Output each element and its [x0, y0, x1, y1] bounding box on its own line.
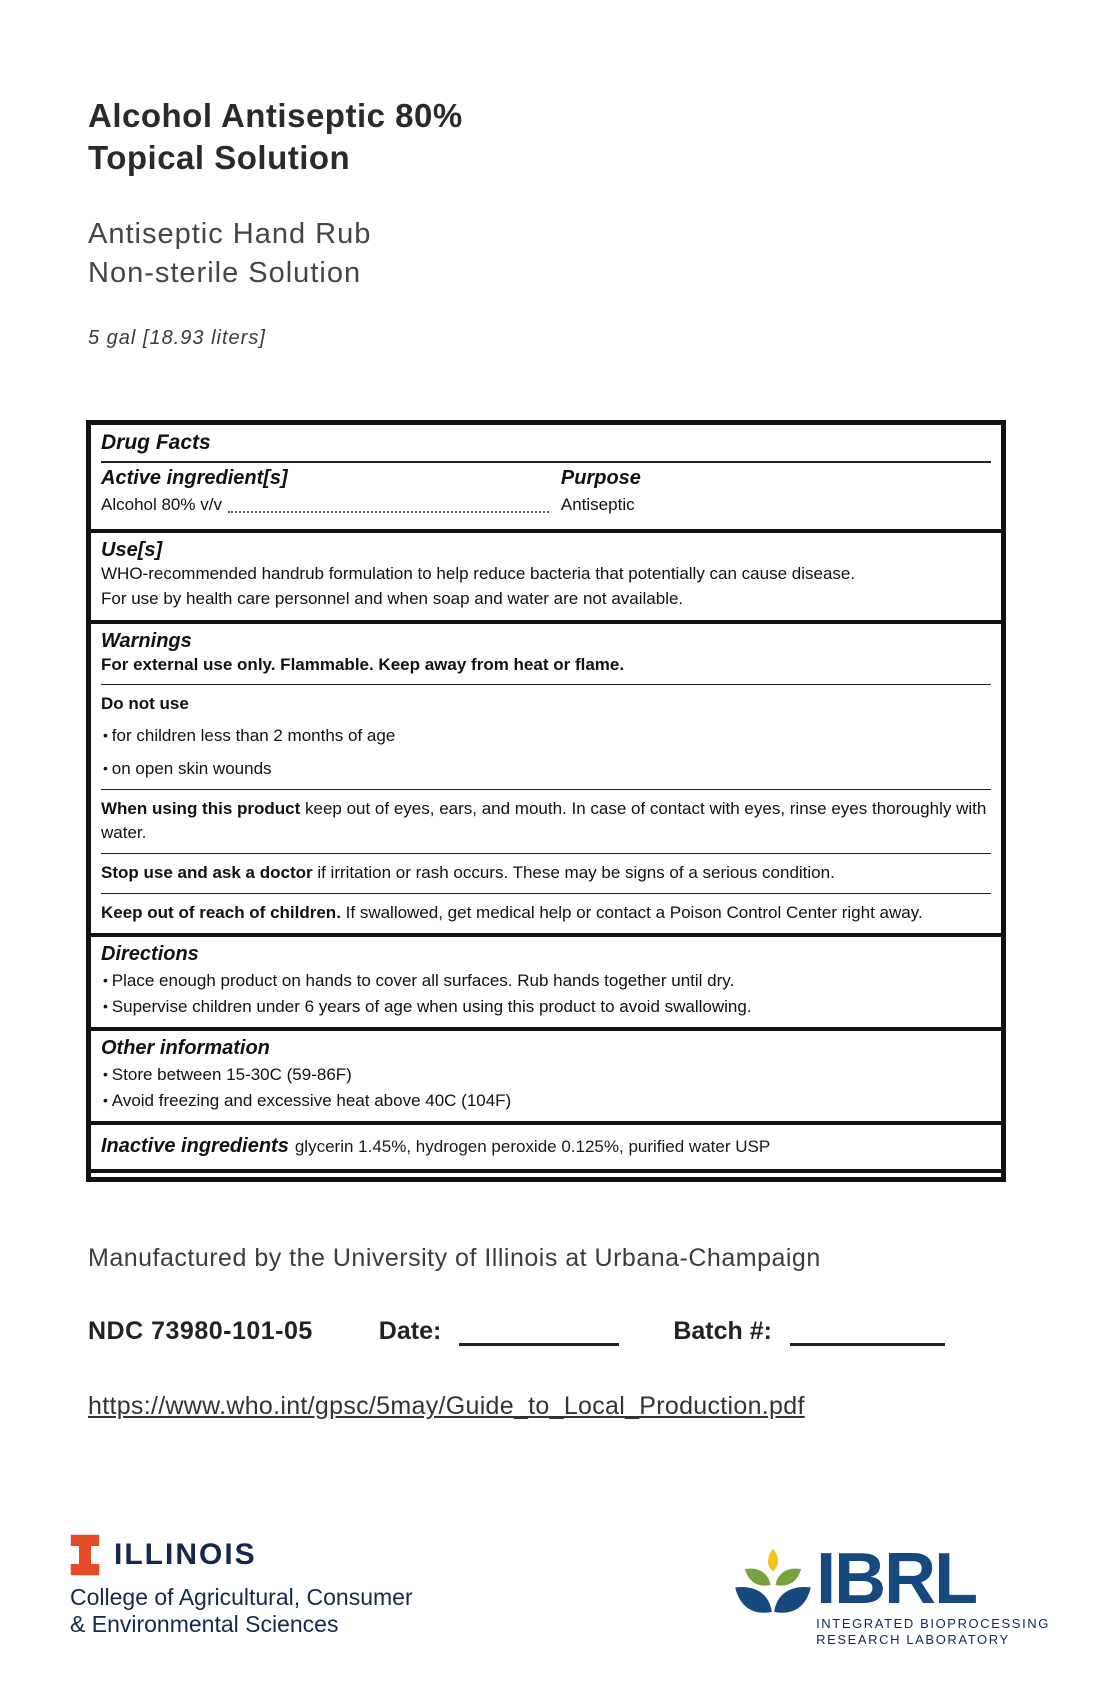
other-information-list — [101, 1062, 991, 1113]
active-ingredient-value-row — [101, 493, 555, 518]
ibrl-logo — [734, 1538, 1050, 1648]
divider — [101, 684, 991, 685]
when-using-rest: keep out of eyes, ears, and mouth. In case of contact with eyes, rinse eyes thoroughly with water. — [101, 798, 987, 843]
product-subtitle-line1: Antiseptic Hand Rub — [88, 218, 372, 251]
warnings-flammable-text: For external use only. Flammable. Keep away from heat or flame. — [101, 654, 625, 674]
keep-out-rest: If swallowed, get medical help or contact a Poison Control Center right away. — [340, 902, 923, 922]
stop-use-rest: if irritation or rash occurs. These may be signs of a serious condition. — [312, 863, 835, 883]
illinois-block-i-icon — [70, 1534, 100, 1576]
illinois-wordmark-row — [70, 1534, 413, 1576]
when-using-bold: When using this product — [101, 798, 301, 818]
uses-line2: For use by health care personnel and when soap and water are not available. — [101, 588, 684, 608]
directions-bullet-1: • Place enough product on hands to cover all surfaces. Rub hands together until dry. — [101, 968, 991, 994]
active-ingredient-header: Active ingredient[s] — [101, 466, 288, 489]
product-header — [0, 0, 1100, 350]
illinois-wordmark: ILLINOIS — [114, 1537, 257, 1571]
product-title — [88, 95, 1100, 179]
do-not-use-bullet-2: • on open skin wounds — [101, 756, 991, 782]
illinois-logo — [70, 1534, 413, 1638]
warnings-title: Warnings — [101, 629, 192, 652]
when-using-paragraph — [101, 797, 991, 846]
keep-out-paragraph — [101, 901, 991, 926]
product-title-line2: Topical Solution — [88, 139, 351, 177]
inactive-ingredients-line — [101, 1131, 991, 1161]
active-ingredient-value: Alcohol 80% v/v — [101, 494, 222, 514]
other-information-section — [91, 1027, 1001, 1121]
who-guide-link[interactable]: https://www.who.int/gpsc/5may/Guide_to_Local_Production.pdf — [88, 1392, 805, 1421]
warnings-flammable — [101, 653, 991, 678]
keep-out-bold: Keep out of reach of children. — [101, 902, 341, 922]
drug-facts-title: Drug Facts — [101, 430, 211, 454]
stop-use-paragraph — [101, 861, 991, 886]
purpose-column — [555, 467, 991, 518]
do-not-use-text: Do not use — [101, 694, 189, 714]
do-not-use-list — [101, 723, 991, 782]
purpose-value: Antiseptic — [560, 494, 635, 514]
batch-fill-in-line — [790, 1320, 945, 1346]
ibrl-subtext-line2: RESEARCH LABORATORY — [816, 1631, 1010, 1647]
uses-line1: WHO-recommended handrub formulation to help reduce bacteria that potentially can cause disease. — [101, 564, 856, 584]
active-ingredient-column — [101, 467, 555, 518]
directions-bullet-2: • Supervise children under 6 years of age when using this product to avoid swallowing. — [101, 994, 991, 1020]
manufactured-by-line: Manufactured by the University of Illinois at Urbana-Champaign — [88, 1244, 821, 1273]
do-not-use-heading — [101, 692, 991, 717]
dotted-leader — [228, 511, 549, 513]
inactive-ingredients-value: glycerin 1.45%, hydrogen peroxide 0.125%, purified water USP — [294, 1137, 771, 1157]
divider — [101, 461, 991, 463]
ibrl-text-block — [816, 1538, 1050, 1648]
warnings-section — [91, 620, 1001, 934]
drug-facts-panel — [86, 420, 1006, 1183]
stop-use-bold: Stop use and ask a doctor — [101, 863, 313, 883]
uses-section — [91, 529, 1001, 619]
drug-facts-header-section — [91, 425, 1001, 530]
net-contents: 5 gal [18.93 liters] — [88, 326, 266, 349]
date-fill-in-line — [459, 1320, 619, 1346]
do-not-use-bullet-1: • for children less than 2 months of age — [101, 723, 991, 749]
ibrl-leaves-icon — [734, 1546, 812, 1624]
batch-label: Batch #: — [673, 1317, 772, 1346]
divider — [101, 789, 991, 790]
illinois-college-name — [70, 1584, 413, 1638]
other-information-title: Other information — [101, 1037, 270, 1060]
uses-title: Use[s] — [101, 539, 163, 562]
divider — [101, 853, 991, 854]
ibrl-subtext-line1: INTEGRATED BIOPROCESSING — [816, 1615, 1050, 1631]
product-subtitle-line2: Non-sterile Solution — [88, 257, 362, 290]
product-subtitle — [88, 215, 1100, 292]
inactive-ingredients-title: Inactive ingredients — [101, 1135, 289, 1158]
directions-list — [101, 968, 991, 1019]
inactive-ingredients-section — [91, 1121, 1001, 1173]
illinois-college-line1: College of Agricultural, Consumer — [70, 1583, 413, 1610]
divider — [101, 893, 991, 894]
ibrl-acronym: IBRL — [816, 1538, 977, 1619]
directions-section — [91, 933, 1001, 1027]
directions-title: Directions — [101, 943, 199, 966]
active-ingredient-row — [101, 467, 991, 522]
ndc-code: NDC 73980-101-05 — [88, 1317, 313, 1346]
illinois-college-line2: & Environmental Sciences — [70, 1610, 339, 1637]
ibrl-subtext — [816, 1616, 1050, 1649]
product-title-line1: Alcohol Antiseptic 80% — [88, 97, 463, 134]
ndc-row — [88, 1317, 1100, 1346]
purpose-header: Purpose — [560, 466, 641, 489]
date-label: Date: — [378, 1317, 442, 1346]
other-information-bullet-1: • Store between 15-30C (59-86F) — [101, 1062, 991, 1088]
other-information-bullet-2: • Avoid freezing and excessive heat above 40C (104F) — [101, 1088, 991, 1114]
